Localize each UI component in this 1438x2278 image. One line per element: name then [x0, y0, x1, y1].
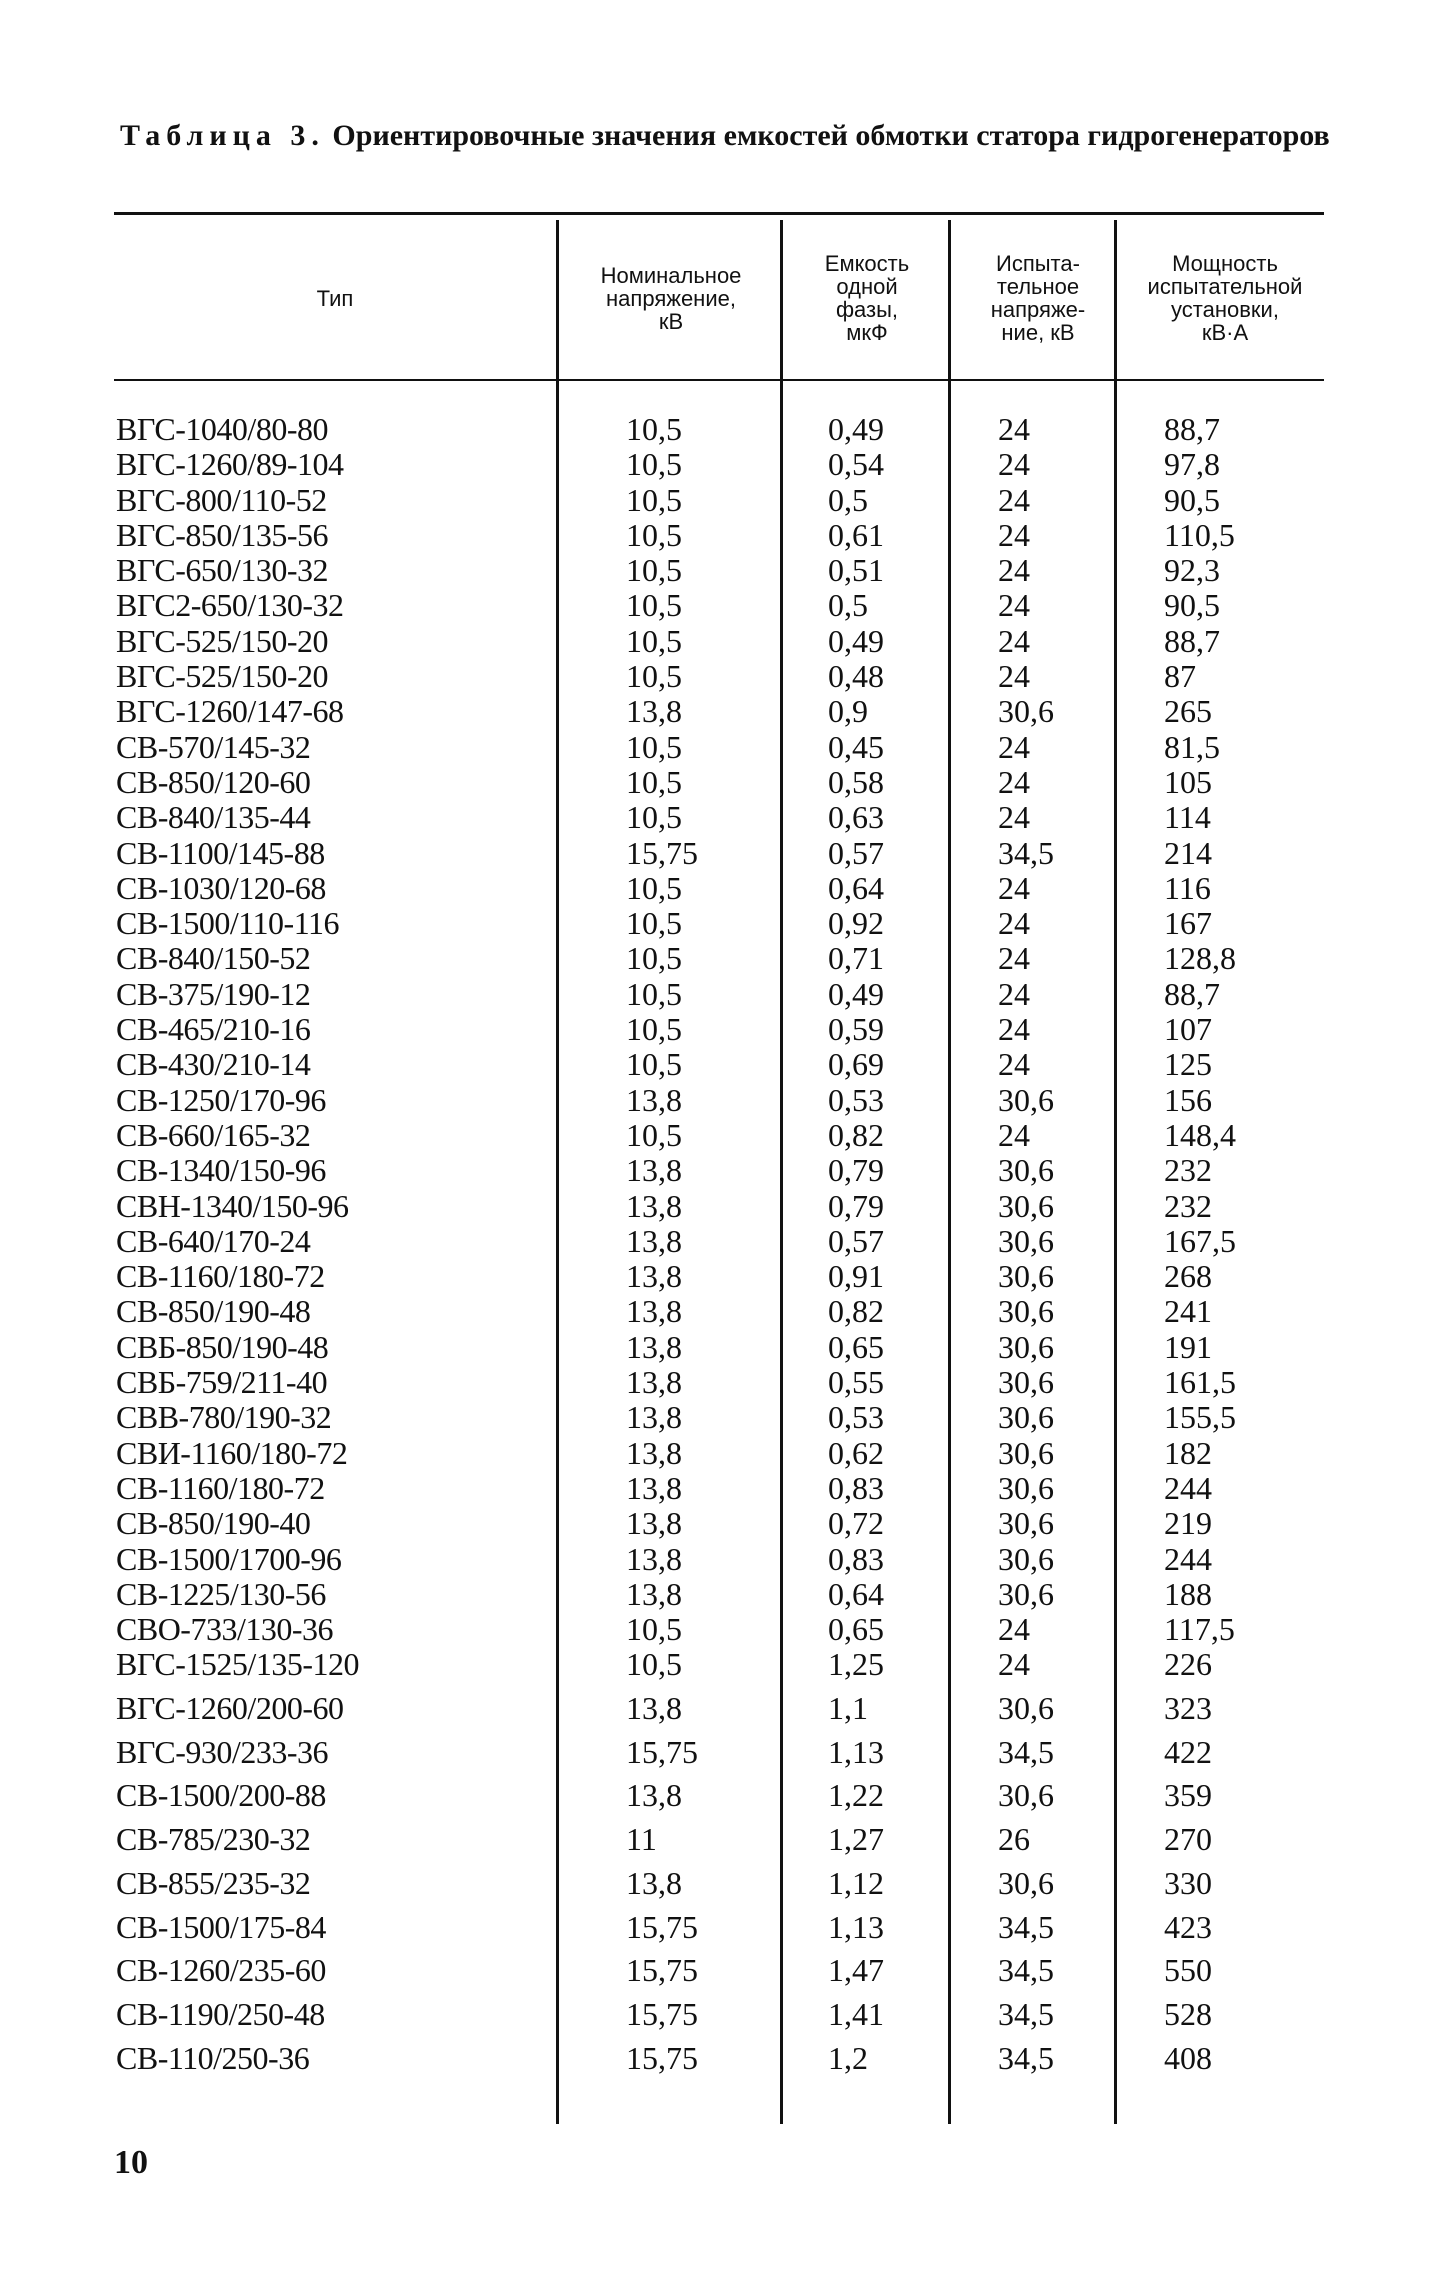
- cell-voltage: 13,8: [626, 1328, 682, 1365]
- cell-test-voltage: 30,6: [998, 1258, 1054, 1295]
- table-row: [114, 694, 1324, 729]
- table-row: [114, 518, 1324, 553]
- cell-voltage: 10,5: [626, 905, 682, 942]
- cell-capacitance: 0,57: [828, 1222, 884, 1259]
- cell-type: СВ-1260/235-60: [116, 1952, 326, 1989]
- cell-voltage: 13,8: [626, 1187, 682, 1224]
- cell-power: 244: [1164, 1469, 1212, 1506]
- cell-power: 214: [1164, 834, 1212, 871]
- cell-power: 359: [1164, 1777, 1212, 1814]
- cell-capacitance: 0,71: [828, 940, 884, 977]
- cell-voltage: 13,8: [626, 1081, 682, 1118]
- table-row: [114, 588, 1324, 623]
- table-row: [114, 1189, 1324, 1224]
- table-row: [114, 1365, 1324, 1400]
- table-row: [114, 1691, 1324, 1735]
- cell-power: 88,7: [1164, 411, 1220, 447]
- cell-test-voltage: 30,6: [998, 1328, 1054, 1365]
- table-row: [114, 1012, 1324, 1047]
- cell-power: 167: [1164, 905, 1212, 942]
- cell-voltage: 10,5: [626, 799, 682, 836]
- cell-test-voltage: 30,6: [998, 1469, 1054, 1506]
- cell-capacitance: 0,53: [828, 1081, 884, 1118]
- cell-capacitance: 1,1: [828, 1690, 868, 1727]
- cell-type: ВГС-1260/89-104: [116, 446, 344, 483]
- cell-type: СВ-1030/120-68: [116, 869, 326, 906]
- cell-type: СВ-1190/250-48: [116, 1995, 325, 2032]
- cell-voltage: 13,8: [626, 1258, 682, 1295]
- cell-capacitance: 0,49: [828, 975, 884, 1012]
- cell-power: 219: [1164, 1505, 1212, 1542]
- table-caption-label: Таблица 3.: [120, 119, 325, 152]
- cell-voltage: 10,5: [626, 1611, 682, 1648]
- table-header: [114, 220, 1324, 376]
- cell-type: СВ-850/190-40: [116, 1505, 311, 1542]
- cell-voltage: 13,8: [626, 1777, 682, 1814]
- cell-test-voltage: 24: [998, 1646, 1030, 1683]
- cell-type: СВВ-780/190-32: [116, 1399, 332, 1436]
- cell-power: 422: [1164, 1733, 1212, 1770]
- header-capacitance: [784, 220, 950, 376]
- cell-voltage: 10,5: [626, 658, 682, 695]
- header-voltage: [562, 220, 780, 376]
- cell-type: ВГС-525/150-20: [116, 658, 328, 695]
- cell-power: 116: [1164, 869, 1211, 906]
- cell-test-voltage: 26: [998, 1821, 1030, 1858]
- cell-test-voltage: 24: [998, 975, 1030, 1012]
- table-row: [114, 1436, 1324, 1471]
- cell-test-voltage: 30,6: [998, 1187, 1054, 1224]
- header-voltage-text: Номинальное напряжение, кВ: [600, 262, 742, 334]
- cell-type: СВ-1160/180-72: [116, 1258, 325, 1295]
- cell-test-voltage: 24: [998, 516, 1030, 553]
- cell-power: 107: [1164, 1011, 1212, 1048]
- cell-power: 270: [1164, 1821, 1212, 1858]
- cell-test-voltage: 34,5: [998, 1908, 1054, 1945]
- cell-power: 88,7: [1164, 975, 1220, 1012]
- cell-test-voltage: 24: [998, 940, 1030, 977]
- cell-voltage: 13,8: [626, 1540, 682, 1577]
- cell-voltage: 10,5: [626, 940, 682, 977]
- cell-test-voltage: 34,5: [998, 1995, 1054, 2032]
- cell-power: 87: [1164, 658, 1196, 695]
- cell-capacitance: 0,69: [828, 1046, 884, 1083]
- table-row: [114, 871, 1324, 906]
- table-row: [114, 1735, 1324, 1779]
- cell-test-voltage: 24: [998, 763, 1030, 800]
- cell-power: 90,5: [1164, 481, 1220, 518]
- cell-type: СВБ-850/190-48: [116, 1328, 329, 1365]
- cell-voltage: 15,75: [626, 2039, 698, 2076]
- cell-capacitance: 0,82: [828, 1116, 884, 1153]
- table-row: [114, 1330, 1324, 1365]
- cell-test-voltage: 30,6: [998, 1152, 1054, 1189]
- cell-voltage: 10,5: [626, 975, 682, 1012]
- table-caption: [120, 116, 1330, 156]
- cell-capacitance: 0,49: [828, 411, 884, 447]
- cell-capacitance: 0,91: [828, 1258, 884, 1295]
- cell-type: ВГС-850/135-56: [116, 516, 328, 553]
- cell-voltage: 10,5: [626, 869, 682, 906]
- cell-power: 244: [1164, 1540, 1212, 1577]
- cell-voltage: 13,8: [626, 1399, 682, 1436]
- cell-capacitance: 0,54: [828, 446, 884, 483]
- cell-test-voltage: 34,5: [998, 2039, 1054, 2076]
- header-test-voltage-text: Испыта- тельное напряже- ние, кВ: [990, 251, 1086, 345]
- cell-capacitance: 0,49: [828, 622, 884, 659]
- table-row: [114, 659, 1324, 694]
- cell-test-voltage: 34,5: [998, 1733, 1054, 1770]
- cell-power: 182: [1164, 1434, 1212, 1471]
- table-row: [114, 1910, 1324, 1954]
- cell-capacitance: 0,53: [828, 1399, 884, 1436]
- cell-capacitance: 0,64: [828, 1575, 884, 1612]
- cell-voltage: 10,5: [626, 728, 682, 765]
- cell-type: ВГС-930/233-36: [116, 1733, 328, 1770]
- cell-voltage: 10,5: [626, 1646, 682, 1683]
- cell-voltage: 15,75: [626, 1952, 698, 1989]
- cell-type: ВГС-1260/147-68: [116, 693, 344, 730]
- cell-capacitance: 0,83: [828, 1540, 884, 1577]
- table-row: [114, 1471, 1324, 1506]
- cell-type: СВ-640/170-24: [116, 1222, 311, 1259]
- cell-power: 408: [1164, 2039, 1212, 2076]
- table-row: [114, 1577, 1324, 1612]
- cell-test-voltage: 30,6: [998, 1864, 1054, 1901]
- cell-capacitance: 0,64: [828, 869, 884, 906]
- header-power-text: Мощность испытательной установки, кВ·А: [1147, 251, 1303, 345]
- header-test-voltage: [954, 220, 1122, 376]
- header-power: [1126, 220, 1324, 376]
- cell-type: СВ-570/145-32: [116, 728, 311, 765]
- cell-test-voltage: 24: [998, 1046, 1030, 1083]
- table-row: [114, 1506, 1324, 1541]
- cell-voltage: 13,8: [626, 1364, 682, 1401]
- cell-voltage: 15,75: [626, 1995, 698, 2032]
- cell-type: СВ-855/235-32: [116, 1864, 311, 1901]
- cell-type: СВ-1100/145-88: [116, 834, 325, 871]
- cell-test-voltage: 24: [998, 622, 1030, 659]
- cell-capacitance: 0,92: [828, 905, 884, 942]
- table-row: [114, 765, 1324, 800]
- cell-type: СВО-733/130-36: [116, 1611, 333, 1648]
- cell-power: 161,5: [1164, 1364, 1236, 1401]
- cell-type: СВ-465/210-16: [116, 1011, 311, 1048]
- cell-voltage: 10,5: [626, 411, 682, 447]
- header-type-text: Тип: [316, 285, 354, 311]
- table-row: [114, 1778, 1324, 1822]
- cell-type: СВ-375/190-12: [116, 975, 311, 1012]
- cell-capacitance: 0,65: [828, 1328, 884, 1365]
- cell-voltage: 15,75: [626, 834, 698, 871]
- cell-type: СВ-1225/130-56: [116, 1575, 326, 1612]
- cell-type: ВГС-525/150-20: [116, 622, 328, 659]
- cell-power: 156: [1164, 1081, 1212, 1118]
- cell-capacitance: 0,9: [828, 693, 868, 730]
- cell-test-voltage: 24: [998, 799, 1030, 836]
- cell-capacitance: 0,5: [828, 587, 868, 624]
- cell-test-voltage: 30,6: [998, 1434, 1054, 1471]
- table-body: [114, 412, 1324, 2084]
- table-row: [114, 1953, 1324, 1997]
- cell-capacitance: 0,82: [828, 1293, 884, 1330]
- cell-test-voltage: 30,6: [998, 1081, 1054, 1118]
- cell-test-voltage: 30,6: [998, 1777, 1054, 1814]
- cell-capacitance: 0,79: [828, 1152, 884, 1189]
- cell-voltage: 13,8: [626, 1469, 682, 1506]
- cell-type: СВН-1340/150-96: [116, 1187, 349, 1224]
- cell-test-voltage: 30,6: [998, 693, 1054, 730]
- cell-capacitance: 0,83: [828, 1469, 884, 1506]
- cell-voltage: 13,8: [626, 1864, 682, 1901]
- cell-capacitance: 0,72: [828, 1505, 884, 1542]
- table-row: [114, 624, 1324, 659]
- table-row: [114, 447, 1324, 482]
- cell-capacitance: 0,62: [828, 1434, 884, 1471]
- cell-type: ВГС-800/110-52: [116, 481, 327, 518]
- cell-power: 125: [1164, 1046, 1212, 1083]
- table-caption-text: Ориентировочные значения емкостей обмотки статора гидрогенераторов: [332, 119, 1330, 152]
- cell-voltage: 13,8: [626, 1293, 682, 1330]
- table-row: [114, 836, 1324, 871]
- cell-power: 268: [1164, 1258, 1212, 1295]
- table-row: [114, 1047, 1324, 1082]
- cell-capacitance: 0,57: [828, 834, 884, 871]
- cell-type: СВ-660/165-32: [116, 1116, 311, 1153]
- cell-power: 105: [1164, 763, 1212, 800]
- cell-power: 81,5: [1164, 728, 1220, 765]
- table-row: [114, 1647, 1324, 1691]
- cell-capacitance: 1,27: [828, 1821, 884, 1858]
- cell-power: 232: [1164, 1152, 1212, 1189]
- cell-voltage: 10,5: [626, 763, 682, 800]
- cell-power: 265: [1164, 693, 1212, 730]
- table-row: [114, 1612, 1324, 1647]
- cell-capacitance: 1,22: [828, 1777, 884, 1814]
- cell-voltage: 10,5: [626, 587, 682, 624]
- cell-power: 191: [1164, 1328, 1212, 1365]
- cell-test-voltage: 24: [998, 1011, 1030, 1048]
- cell-test-voltage: 24: [998, 1116, 1030, 1153]
- cell-test-voltage: 30,6: [998, 1222, 1054, 1259]
- cell-test-voltage: 24: [998, 552, 1030, 589]
- table-row: [114, 1224, 1324, 1259]
- cell-voltage: 13,8: [626, 1222, 682, 1259]
- cell-test-voltage: 24: [998, 658, 1030, 695]
- table-row: [114, 2041, 1324, 2085]
- table-row: [114, 1259, 1324, 1294]
- cell-power: 92,3: [1164, 552, 1220, 589]
- cell-power: 232: [1164, 1187, 1212, 1224]
- table-row: [114, 1118, 1324, 1153]
- cell-test-voltage: 30,6: [998, 1364, 1054, 1401]
- cell-type: СВ-110/250-36: [116, 2039, 310, 2076]
- cell-voltage: 10,5: [626, 622, 682, 659]
- cell-voltage: 13,8: [626, 1505, 682, 1542]
- cell-capacitance: 1,13: [828, 1908, 884, 1945]
- cell-capacitance: 0,48: [828, 658, 884, 695]
- cell-voltage: 13,8: [626, 1690, 682, 1727]
- cell-power: 128,8: [1164, 940, 1236, 977]
- table-row: [114, 730, 1324, 765]
- cell-type: СВ-1250/170-96: [116, 1081, 326, 1118]
- table-top-rule: [114, 212, 1324, 215]
- cell-type: СВ-850/190-48: [116, 1293, 311, 1330]
- table-row: [114, 412, 1324, 447]
- cell-test-voltage: 24: [998, 481, 1030, 518]
- cell-type: ВГС-1260/200-60: [116, 1690, 344, 1727]
- cell-type: ВГС-1525/135-120: [116, 1646, 359, 1683]
- cell-capacitance: 0,65: [828, 1611, 884, 1648]
- cell-type: СВ-1500/175-84: [116, 1908, 326, 1945]
- cell-test-voltage: 24: [998, 446, 1030, 483]
- cell-voltage: 15,75: [626, 1908, 698, 1945]
- cell-voltage: 10,5: [626, 446, 682, 483]
- cell-type: СВБ-759/211-40: [116, 1364, 328, 1401]
- cell-test-voltage: 34,5: [998, 834, 1054, 871]
- cell-voltage: 13,8: [626, 693, 682, 730]
- cell-type: СВ-785/230-32: [116, 1821, 311, 1858]
- cell-type: ВГС2-650/130-32: [116, 587, 344, 624]
- cell-power: 117,5: [1164, 1611, 1235, 1648]
- table-row: [114, 1542, 1324, 1577]
- table-row: [114, 1083, 1324, 1118]
- cell-capacitance: 1,12: [828, 1864, 884, 1901]
- cell-test-voltage: 30,6: [998, 1293, 1054, 1330]
- cell-voltage: 10,5: [626, 481, 682, 518]
- cell-voltage: 13,8: [626, 1575, 682, 1612]
- cell-test-voltage: 30,6: [998, 1540, 1054, 1577]
- cell-test-voltage: 30,6: [998, 1399, 1054, 1436]
- cell-capacitance: 0,61: [828, 516, 884, 553]
- cell-power: 155,5: [1164, 1399, 1236, 1436]
- table-row: [114, 553, 1324, 588]
- cell-voltage: 10,5: [626, 1116, 682, 1153]
- cell-capacitance: 0,58: [828, 763, 884, 800]
- table-row: [114, 1866, 1324, 1910]
- cell-capacitance: 0,51: [828, 552, 884, 589]
- cell-test-voltage: 24: [998, 869, 1030, 906]
- table-row: [114, 1997, 1324, 2041]
- table-row: [114, 941, 1324, 976]
- table-row: [114, 906, 1324, 941]
- table-row: [114, 1294, 1324, 1329]
- cell-power: 110,5: [1164, 516, 1235, 553]
- cell-power: 330: [1164, 1864, 1212, 1901]
- cell-voltage: 10,5: [626, 516, 682, 553]
- table-row: [114, 1822, 1324, 1866]
- cell-test-voltage: 34,5: [998, 1952, 1054, 1989]
- cell-test-voltage: 24: [998, 728, 1030, 765]
- cell-power: 148,4: [1164, 1116, 1236, 1153]
- cell-type: СВ-430/210-14: [116, 1046, 311, 1083]
- cell-voltage: 10,5: [626, 1046, 682, 1083]
- table-header-rule: [114, 379, 1324, 381]
- cell-test-voltage: 24: [998, 587, 1030, 624]
- cell-type: СВ-1500/110-116: [116, 905, 340, 942]
- cell-capacitance: 1,25: [828, 1646, 884, 1683]
- cell-power: 167,5: [1164, 1222, 1236, 1259]
- cell-capacitance: 1,2: [828, 2039, 868, 2076]
- cell-type: СВ-1500/200-88: [116, 1777, 326, 1814]
- cell-voltage: 10,5: [626, 552, 682, 589]
- header-type: [114, 220, 556, 376]
- cell-test-voltage: 24: [998, 411, 1030, 447]
- cell-power: 323: [1164, 1690, 1212, 1727]
- cell-type: СВИ-1160/180-72: [116, 1434, 348, 1471]
- header-capacitance-text: Емкость одной фазы, мкФ: [824, 251, 910, 345]
- cell-power: 550: [1164, 1952, 1212, 1989]
- table-row: [114, 1153, 1324, 1188]
- cell-capacitance: 0,79: [828, 1187, 884, 1224]
- table-row: [114, 483, 1324, 518]
- cell-power: 423: [1164, 1908, 1212, 1945]
- cell-power: 188: [1164, 1575, 1212, 1612]
- cell-test-voltage: 30,6: [998, 1505, 1054, 1542]
- cell-power: 528: [1164, 1995, 1212, 2032]
- cell-capacitance: 1,41: [828, 1995, 884, 2032]
- cell-test-voltage: 24: [998, 905, 1030, 942]
- cell-type: ВГС-1040/80-80: [116, 411, 328, 447]
- cell-power: 97,8: [1164, 446, 1220, 483]
- cell-capacitance: 0,63: [828, 799, 884, 836]
- cell-capacitance: 0,45: [828, 728, 884, 765]
- cell-power: 114: [1164, 799, 1211, 836]
- cell-type: СВ-1160/180-72: [116, 1469, 325, 1506]
- cell-test-voltage: 30,6: [998, 1690, 1054, 1727]
- cell-power: 88,7: [1164, 622, 1220, 659]
- table-row: [114, 1400, 1324, 1435]
- table-row: [114, 977, 1324, 1012]
- cell-capacitance: 0,59: [828, 1011, 884, 1048]
- cell-type: ВГС-650/130-32: [116, 552, 328, 589]
- cell-capacitance: 0,55: [828, 1364, 884, 1401]
- cell-capacitance: 1,13: [828, 1733, 884, 1770]
- cell-voltage: 13,8: [626, 1152, 682, 1189]
- page-number: 10: [114, 2144, 148, 2181]
- cell-test-voltage: 30,6: [998, 1575, 1054, 1612]
- cell-type: СВ-840/150-52: [116, 940, 311, 977]
- cell-voltage: 10,5: [626, 1011, 682, 1048]
- cell-voltage: 13,8: [626, 1434, 682, 1471]
- cell-test-voltage: 24: [998, 1611, 1030, 1648]
- cell-capacitance: 0,5: [828, 481, 868, 518]
- cell-type: СВ-840/135-44: [116, 799, 311, 836]
- cell-type: СВ-1340/150-96: [116, 1152, 326, 1189]
- cell-capacitance: 1,47: [828, 1952, 884, 1989]
- cell-voltage: 11: [626, 1821, 657, 1858]
- cell-voltage: 15,75: [626, 1733, 698, 1770]
- table-row: [114, 800, 1324, 835]
- cell-power: 241: [1164, 1293, 1212, 1330]
- cell-power: 226: [1164, 1646, 1212, 1683]
- cell-type: СВ-850/120-60: [116, 763, 311, 800]
- cell-type: СВ-1500/1700-96: [116, 1540, 342, 1577]
- cell-power: 90,5: [1164, 587, 1220, 624]
